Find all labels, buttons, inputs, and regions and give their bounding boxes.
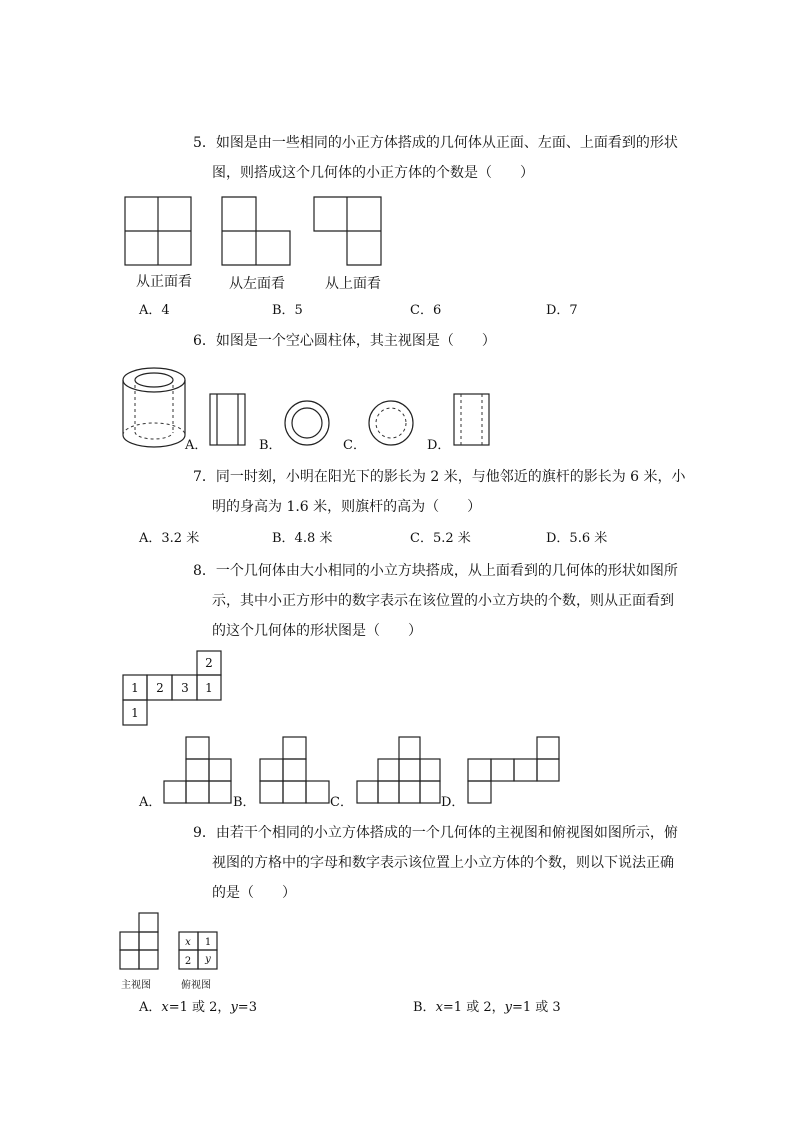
q5-option-c: C．6 xyxy=(410,303,442,318)
q5-caption-left: 从左面看 xyxy=(229,276,285,292)
q9-option-a-x: x xyxy=(161,1000,169,1015)
q9-front-view xyxy=(120,913,158,969)
q9-grid-label: 1 xyxy=(204,937,212,948)
q9-caption-top: 俯视图 xyxy=(181,980,211,991)
q9-option-a-eq2: =3 xyxy=(237,1000,257,1015)
q8-text-line1: 8．一个几何体由大小相同的小立方块搭成，从上面看到的几何体的形状如图所 xyxy=(193,563,678,579)
q7-option-c: C．5.2 米 xyxy=(410,531,471,546)
q6-label-b: B． xyxy=(259,438,282,453)
q9-text-line1: 9．由若干个相同的小立方体搭成的一个几何体的主视图和俯视图如图所示，俯 xyxy=(193,825,678,841)
q5-option-d: D．7 xyxy=(546,303,578,318)
q9-option-a-eq1: =1 或 2， xyxy=(168,1000,231,1015)
q9-option-b-eq1: =1 或 2， xyxy=(442,1000,505,1015)
q6-label-d: D． xyxy=(427,438,451,453)
q5-text-line1: 5．如图是由一些相同的小正方体搭成的几何体从正面、左面、上面看到的形状 xyxy=(193,135,678,151)
q8-label-b: B． xyxy=(233,795,256,810)
q9-option-b-y: y xyxy=(504,1000,512,1015)
q8-grid-number: 2 xyxy=(205,656,213,670)
q8-text-line2: 示，其中小正方形中的数字表示在该位置的小立方块的个数，则从正面看到 xyxy=(212,593,674,609)
q7-text-line2: 明的身高为 1.6 米，则旗杆的高为（ ） xyxy=(212,499,482,515)
q8-grid-number: 1 xyxy=(205,681,213,695)
q5-option-a: A．4 xyxy=(139,303,170,318)
q7-option-d: D．5.6 米 xyxy=(546,531,608,546)
q8-text-line3: 的这个几何体的形状图是（ ） xyxy=(212,623,422,639)
q9-option-a-y: y xyxy=(230,1000,238,1015)
q8-grid-number: 2 xyxy=(156,681,164,695)
q5-caption-front: 从正面看 xyxy=(136,274,192,290)
q5-text-line2: 图，则搭成这个几何体的小正方体的个数是（ ） xyxy=(212,165,534,181)
q6-label-a: A． xyxy=(185,438,208,453)
q8-grid-number: 1 xyxy=(131,706,139,720)
q8-label-a: A． xyxy=(139,795,162,810)
q9-grid-label: y xyxy=(205,954,211,965)
q8-grid-number: 1 xyxy=(131,681,139,695)
q9-grid-label: 2 xyxy=(184,956,192,967)
q9-text-line2: 视图的方格中的字母和数字表示该位置上小立方体的个数，则以下说法正确 xyxy=(212,855,674,871)
q9-option-a-letter: A． xyxy=(139,1000,162,1015)
q9-text-line3: 的是（ ） xyxy=(212,885,296,901)
q9-option-b-eq2: =1 或 3 xyxy=(511,1000,561,1015)
q9-caption-front: 主视图 xyxy=(121,980,151,991)
q7-option-a: A．3.2 米 xyxy=(139,531,200,546)
q8-grid-number: 3 xyxy=(181,681,189,695)
q5-caption-top: 从上面看 xyxy=(325,276,381,292)
q8-label-d: D． xyxy=(441,795,465,810)
q6-label-c: C． xyxy=(343,438,366,453)
q7-text-line1: 7．同一时刻，小明在阳光下的影长为 2 米，与他邻近的旗杆的影长为 6 米，小 xyxy=(193,469,686,485)
q9-option-b-x: x xyxy=(435,1000,443,1015)
q5-option-b: B．5 xyxy=(272,303,303,318)
q9-option-a xyxy=(139,999,257,1017)
q7-option-b: B．4.8 米 xyxy=(272,531,333,546)
q9-grid-label: x xyxy=(185,937,191,948)
q6-text: 6．如图是一个空心圆柱体，其主视图是（ ） xyxy=(193,333,496,349)
q8-label-c: C． xyxy=(330,795,353,810)
q9-option-b xyxy=(413,999,561,1017)
q9-option-b-letter: B． xyxy=(413,1000,436,1015)
